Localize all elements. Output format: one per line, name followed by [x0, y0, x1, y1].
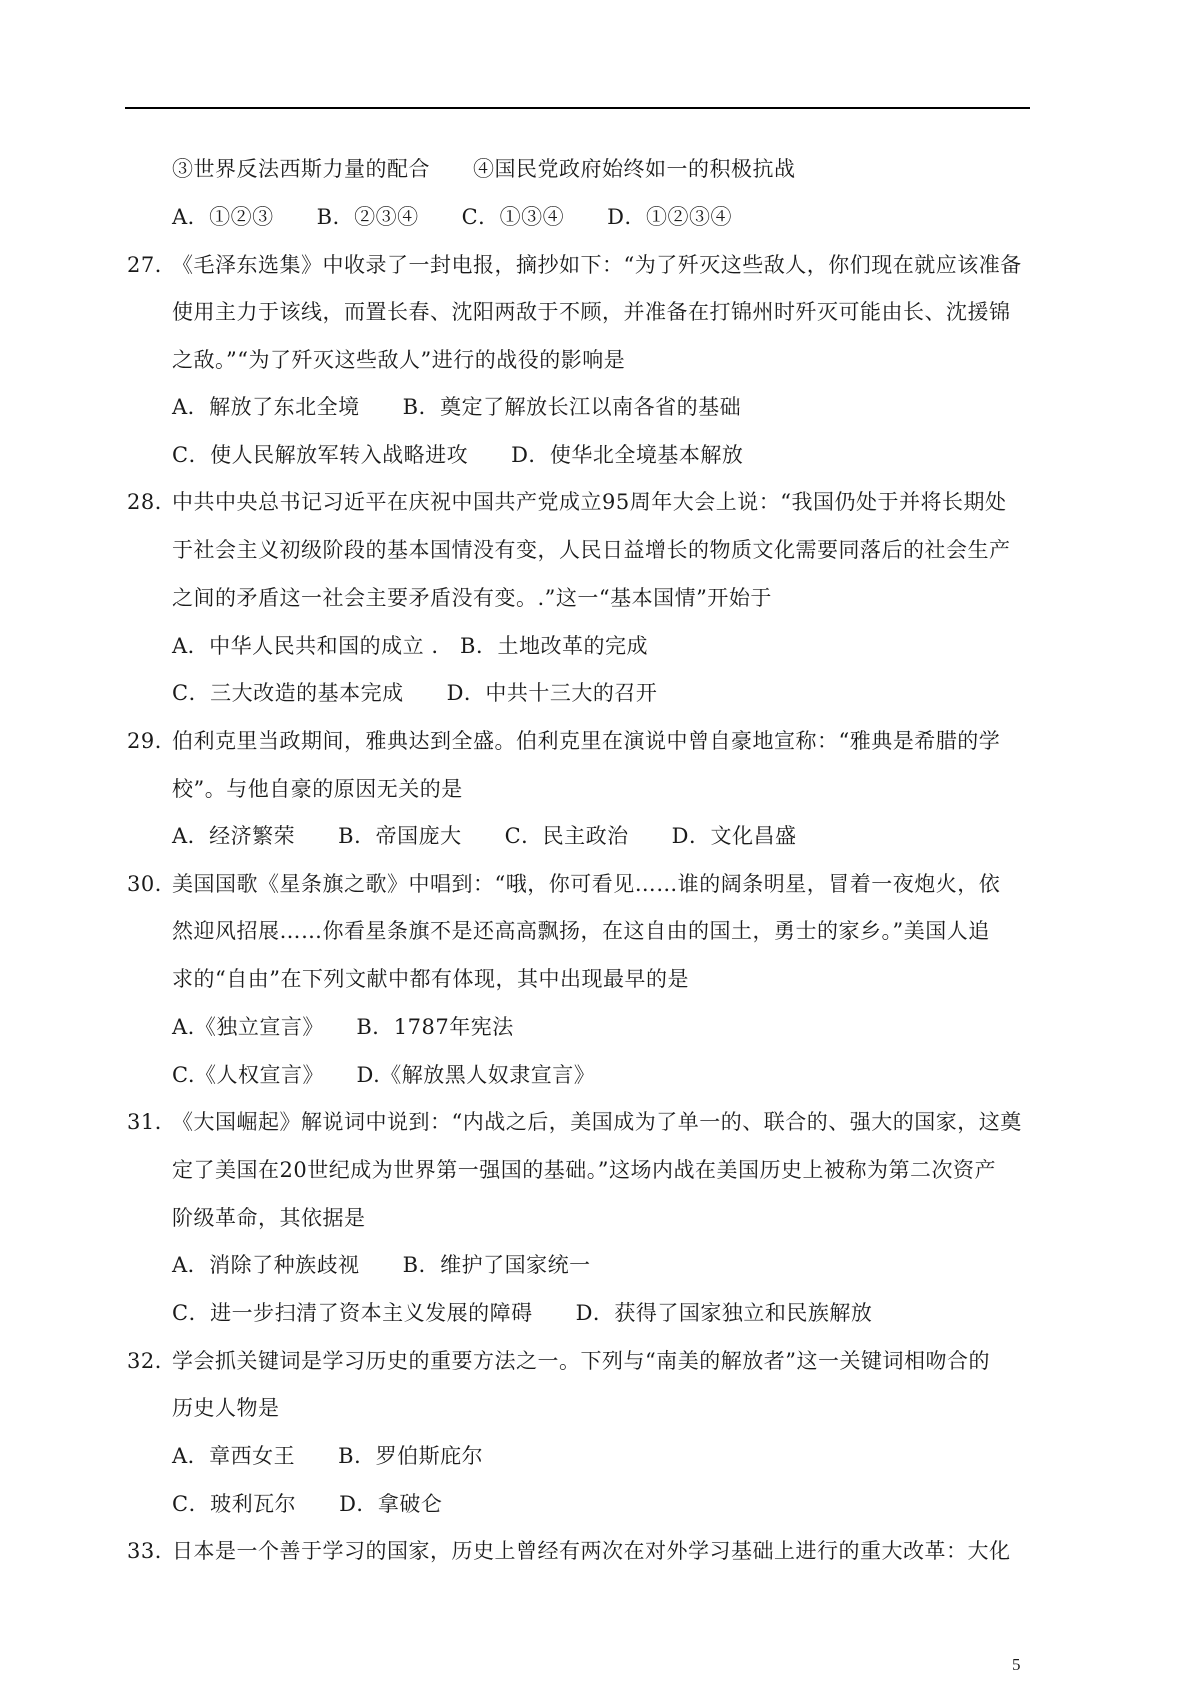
line-text: ③世界反法西斯力量的配合 ④国民党政府始终如一的积极抗战 [172, 157, 796, 181]
question-number: 28． [127, 490, 177, 514]
line-text: 日本是一个善于学习的国家，历史上曾经有两次在对外学习基础上进行的重大改革：大化 [172, 1539, 1011, 1563]
line-text: 《大国崛起》解说词中说到：“内战之后，美国成为了单一的、联合的、强大的国家，这奠 [172, 1110, 1022, 1134]
line-text: C．进一步扫清了资本主义发展的障碍 D．获得了国家独立和民族解放 [172, 1301, 873, 1325]
line-text: 之敌。”“为了歼灭这些敌人”进行的战役的影响是 [172, 348, 626, 372]
question-number: 29． [127, 729, 177, 753]
line-text: C．玻利瓦尔 D．拿破仑 [172, 1492, 443, 1516]
line-text: A．章西女王 B．罗伯斯庇尔 [172, 1444, 484, 1468]
line-text: A.《独立宣言》 B．1787年宪法 [172, 1015, 514, 1039]
line-text: 学会抓关键词是学习历史的重要方法之一。下列与“南美的解放者”这一关键词相吻合的 [172, 1349, 990, 1373]
question-number: 27． [127, 253, 177, 277]
line-text: 《毛泽东选集》中收录了一封电报，摘抄如下：“为了歼灭这些敌人，你们现在就应该准备 [172, 253, 1022, 277]
line-text: 美国国歌《星条旗之歌》中唱到：“哦，你可看见……谁的阔条明星，冒着一夜炮火，依 [172, 872, 1001, 896]
line-text: 定了美国在20世纪成为世界第一强国的基础。”这场内战在美国历史上被称为第二次资产 [172, 1158, 996, 1182]
line-text: A．①②③ B．②③④ C．①③④ D．①②③④ [172, 205, 733, 229]
line-text: C．三大改造的基本完成 D．中共十三大的召开 [172, 681, 658, 705]
line-text: 阶级革命，其依据是 [172, 1206, 366, 1230]
line-text: 之间的矛盾这一社会主要矛盾没有变。.”这一“基本国情”开始于 [172, 586, 772, 610]
question-number: 32． [127, 1349, 177, 1373]
line-text: A．经济繁荣 B．帝国庞大 C．民主政治 D．文化昌盛 [172, 824, 797, 848]
line-text: 伯利克里当政期间，雅典达到全盛。伯利克里在演说中曾自豪地宣称：“雅典是希腊的学 [172, 729, 1001, 753]
line-text: C．使人民解放军转入战略进攻 D．使华北全境基本解放 [172, 443, 744, 467]
line-text: C.《人权宣言》 D.《解放黑人奴隶宣言》 [172, 1063, 596, 1087]
header-rule [125, 107, 1030, 109]
question-number: 30． [127, 872, 177, 896]
line-text: A．中华人民共和国的成立 . B．土地改革的完成 [172, 634, 648, 658]
line-text: 历史人物是 [172, 1396, 280, 1420]
page-number: 5 [1012, 1655, 1021, 1674]
line-text: 中共中央总书记习近平在庆祝中国共产党成立95周年大会上说：“我国仍处于并将长期处 [172, 490, 1007, 514]
line-text: A．消除了种族歧视 B．维护了国家统一 [172, 1253, 591, 1277]
line-text: A．解放了东北全境 B．奠定了解放长江以南各省的基础 [172, 395, 742, 419]
question-number: 33． [127, 1539, 177, 1563]
line-text: 然迎风招展……你看星条旗不是还高高飘扬，在这自由的国土，勇士的家乡。”美国人追 [172, 919, 990, 943]
line-text: 校”。与他自豪的原因无关的是 [172, 777, 463, 801]
line-text: 使用主力于该线，而置长春、沈阳两敌于不顾，并准备在打锦州时歼灭可能由长、沈援锦 [172, 300, 1011, 324]
line-text: 求的“自由”在下列文献中都有体现，其中出现最早的是 [172, 967, 689, 991]
line-text: 于社会主义初级阶段的基本国情没有变，人民日益增长的物质文化需要同落后的社会生产 [172, 538, 1011, 562]
question-number: 31． [127, 1110, 177, 1134]
